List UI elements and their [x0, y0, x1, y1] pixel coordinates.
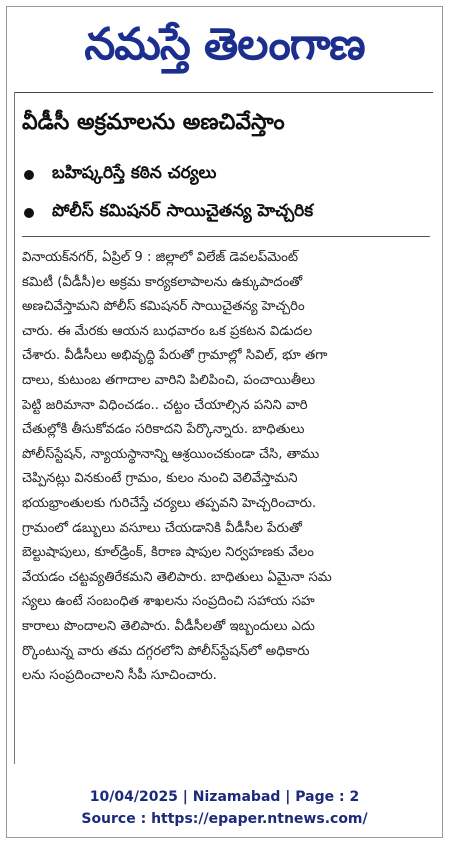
clipping-left-border: [14, 92, 15, 764]
divider: [22, 236, 430, 237]
body-line: కారాలు పొందాలని తెలిపారు. వీడీసీలతో ఇబ్బందులు ఎదు: [22, 618, 315, 634]
body-line: చేశారు. వీడీసీలు అభివృద్ధి పేరుతో గ్రామాల్లో సివిల్, భూ తగా: [22, 348, 328, 364]
body-line: గ్రామంలో డబ్బులు వసూలు చేయడానికి వీడీసీల పేరుతో: [22, 520, 302, 536]
body-line: అణచివేస్తామని పోలీస్ కమిషనర్ సాయిచైతన్య హెచ్చరిం: [22, 299, 305, 315]
body-line: బెల్టుషాపులు, కూల్‌డ్రింక్, కిరాణ షాపుల నిర్వహణకు వేలం: [22, 545, 314, 561]
article-body: [22, 246, 427, 746]
date-edition-page: 10/04/2025 | Nizamabad | Page : 2: [89, 789, 360, 805]
clipping-top-border: [14, 92, 433, 93]
body-line: స్యలు ఉంటే సంబంధిత శాఖలను సంప్రదించి సహాయ సహ: [22, 594, 315, 610]
subheading-text: పోలీస్ కమిషనర్ సాయిచైతన్య హెచ్చరిక: [52, 201, 314, 221]
body-line: వినాయక్‌నగర్, ఏప్రిల్ 9 : జిల్లాలో విలేజ్ డెవలప్‌మెంట్: [22, 250, 299, 265]
body-line: కమిటీ (వీడీసీ)ల అక్రమ కార్యకలాపాలను ఉక్కుపాదంతో: [22, 274, 303, 290]
subheading-text: బహిష్కరిస్తే కఠిన చర్యలు: [52, 163, 217, 183]
body-line: దాలు, కుటుంబ తగాదాల వారిని పిలిపించి, పంచాయితీలు: [22, 372, 316, 388]
bullet-icon: [24, 170, 34, 180]
article-headline: వీడీసీ అక్రమాలను అణచివేస్తాం: [22, 110, 285, 135]
body-line: చెప్పినట్లు వినకుంటే గ్రామం, కులం నుంచి వెలివేస్తామని: [22, 471, 298, 487]
newspaper-masthead: నమస్తే తెలంగాణ: [84, 19, 365, 70]
body-line: చేతుల్లోకి తీసుకోవడం సరికాదని పేర్కొన్నారు. బాధితులు: [22, 422, 305, 438]
source-footer: [0, 786, 449, 830]
subheading-bullet: [24, 156, 429, 194]
body-line: పెట్టి జరిమానా విధించడం.. చట్టం చేయాల్సిన పనిని వారి: [22, 397, 308, 413]
body-line: వేయడం చట్టవ్యతిరేకమని తెలిపారు. బాధితులు ఏమైనా సమ: [22, 569, 332, 585]
subheading-bullets: [24, 156, 429, 232]
subheading-bullet: [24, 194, 429, 232]
body-line: పోలీస్‌స్టేషన్, న్యాయస్థానాన్ని ఆశ్రయించకుండా చేసి, తాము: [22, 446, 320, 462]
body-line: ర్కొంటున్న వారు తమ దగ్గరలోని పోలీస్‌స్టేషన్‌లో అధికారు: [22, 643, 310, 659]
body-line: భయభ్రాంతులకు గురిచేస్తే చర్యలు తప్పవని హెచ్చరించారు.: [22, 495, 317, 511]
bullet-icon: [24, 208, 34, 218]
body-line: లను సంప్రదించాలని సీపీ సూచించారు.: [22, 668, 217, 684]
body-line: చారు. ఈ మేరకు ఆయన బుధవారం ఒక ప్రకటన విడుదల: [22, 323, 313, 339]
source-url: Source : https://epaper.ntnews.com/: [81, 811, 368, 827]
